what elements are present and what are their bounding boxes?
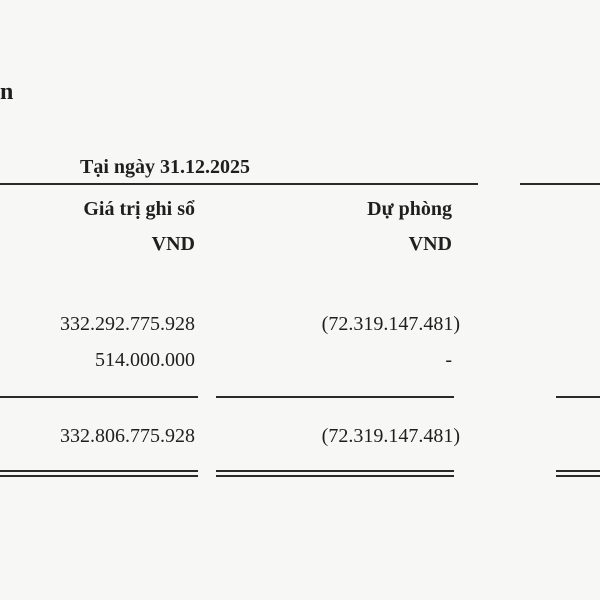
row-1-provision: (72.319.147.481) (321, 313, 460, 335)
total-book-value: 332.806.775.928 (60, 425, 195, 447)
row-2-book-value: 514.000.000 (95, 349, 195, 371)
row-2-provision: - (445, 349, 452, 371)
column-unit-provision: VND (408, 233, 452, 255)
column-header-provision: Dự phòng (367, 198, 452, 220)
column-unit-book-value: VND (151, 233, 195, 255)
double-rule-next-top (556, 470, 600, 472)
section-heading-fragment: n (0, 79, 14, 105)
subtotal-rule-next (556, 396, 600, 398)
double-rule-book-value-top (0, 470, 198, 472)
subtotal-rule-provision (216, 396, 454, 398)
double-rule-provision-top (216, 470, 454, 472)
double-rule-book-value-bottom (0, 475, 198, 477)
period-header: Tại ngày 31.12.2025 (80, 156, 251, 178)
period-header-underline (0, 183, 478, 185)
total-provision: (72.319.147.481) (321, 425, 460, 447)
next-period-underline (520, 183, 600, 185)
subtotal-rule-book-value (0, 396, 198, 398)
row-1-book-value: 332.292.775.928 (60, 313, 195, 335)
double-rule-provision-bottom (216, 475, 454, 477)
column-header-book-value: Giá trị ghi sổ (83, 198, 195, 220)
double-rule-next-bottom (556, 475, 600, 477)
